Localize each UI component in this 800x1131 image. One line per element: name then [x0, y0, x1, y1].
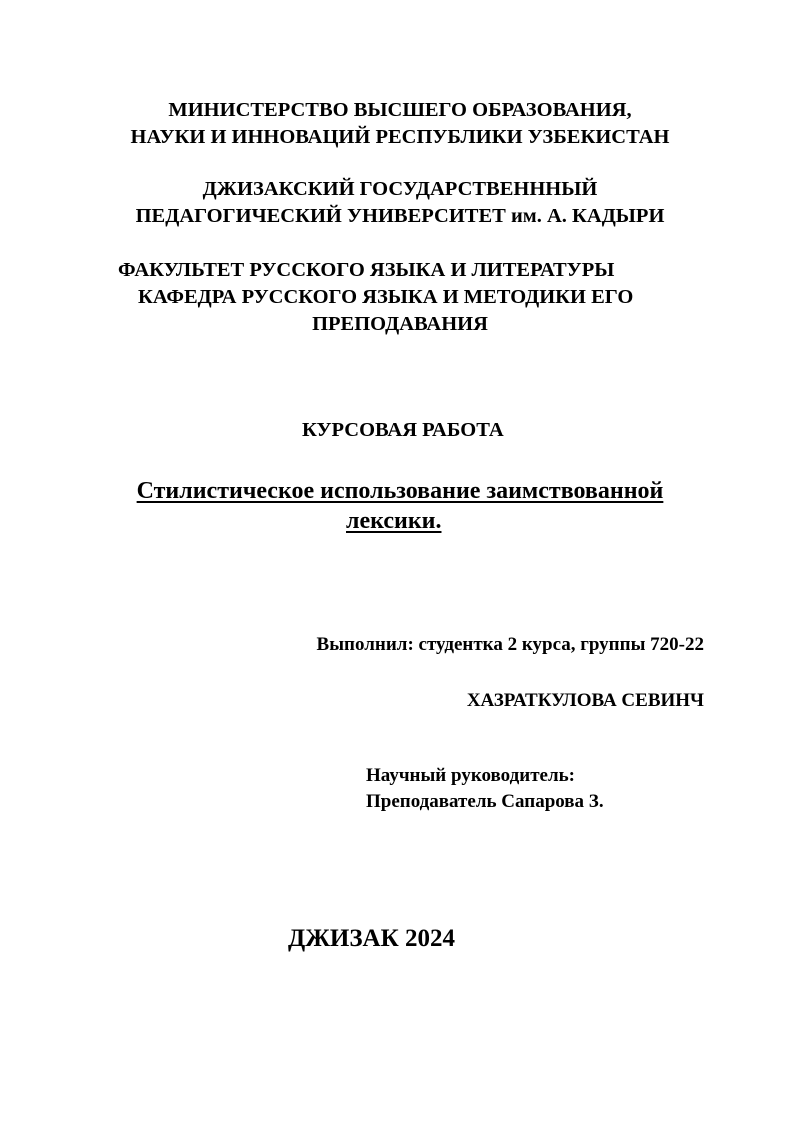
ministry-line-2: НАУКИ И ИННОВАЦИЙ РЕСПУБЛИКИ УЗБЕКИСТАН [130, 126, 670, 148]
work-title-line-2: лексики. [346, 508, 442, 534]
university-line-2: ПЕДАГОГИЧЕСКИЙ УНИВЕРСИТЕТ им. А. КАДЫРИ [135, 205, 665, 227]
supervisor-label: Научный руководитель: [366, 765, 575, 786]
performed-by: Выполнил: студентка 2 курса, группы 720-22 [316, 634, 704, 655]
work-type: КУРСОВАЯ РАБОТА [302, 419, 504, 441]
supervisor-name: Преподаватель Сапарова З. [366, 791, 604, 812]
work-title-line-1: Стилистическое использование заимствованной [136, 478, 664, 504]
faculty-line: ФАКУЛЬТЕТ РУССКОГО ЯЗЫКА И ЛИТЕРАТУРЫ [118, 259, 615, 281]
university-line-1: ДЖИЗАКСКИЙ ГОСУДАРСТВЕНННЫЙ [202, 178, 598, 200]
department-line-2: ПРЕПОДАВАНИЯ [312, 313, 488, 335]
department-line-1: КАФЕДРА РУССКОГО ЯЗЫКА И МЕТОДИКИ ЕГО [138, 286, 634, 308]
ministry-line-1: МИНИСТЕРСТВО ВЫСШЕГО ОБРАЗОВАНИЯ, [168, 99, 632, 121]
author-name: ХАЗРАТКУЛОВА СЕВИНЧ [466, 690, 704, 711]
city-year: ДЖИЗАК 2024 [288, 925, 455, 952]
